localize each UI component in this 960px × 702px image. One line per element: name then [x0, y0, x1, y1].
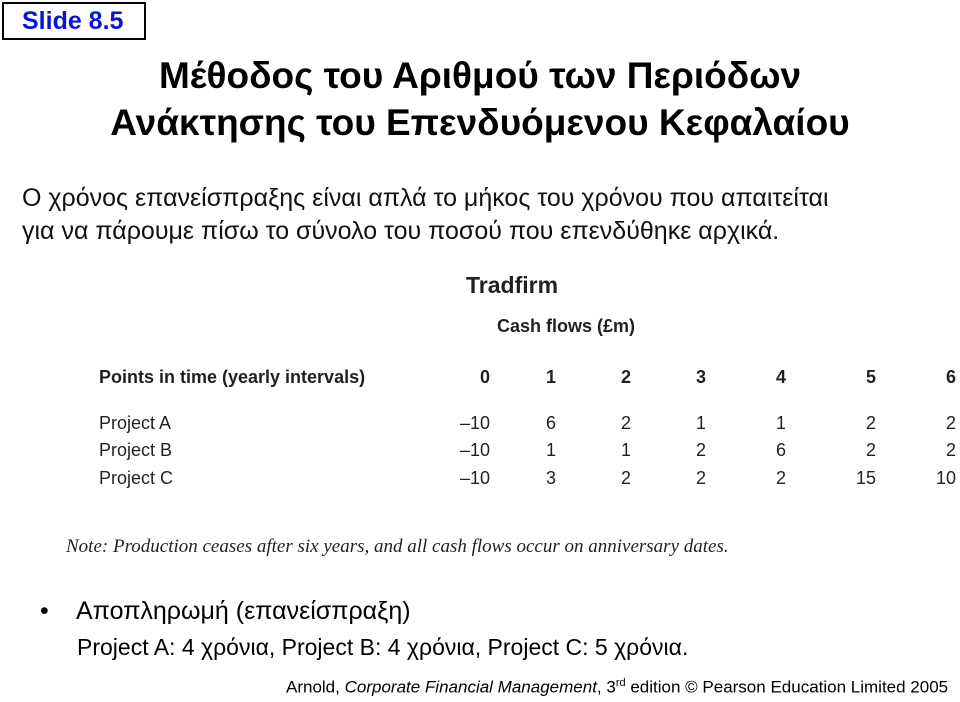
- header-col-2: 2: [620, 367, 631, 387]
- cell: 2: [945, 440, 956, 460]
- row-label: Project A: [99, 413, 172, 433]
- slide-title: [0, 52, 960, 146]
- cell: 2: [865, 413, 876, 433]
- cell: 2: [620, 413, 631, 433]
- header-label: Points in time (yearly intervals): [99, 367, 366, 387]
- bullet-item: [40, 595, 411, 627]
- header-col-5: 5: [865, 367, 876, 387]
- header-col-6: 6: [945, 367, 956, 387]
- header-col-4: 4: [775, 367, 786, 387]
- cell: 2: [775, 468, 786, 488]
- footer-edition-sup: rd: [615, 677, 626, 689]
- footer-book-title: Corporate Financial Management: [344, 677, 597, 697]
- citation-footer: [286, 677, 948, 698]
- table-row: [0, 437, 960, 463]
- header-col-3: 3: [695, 367, 706, 387]
- cell: –10: [459, 440, 490, 460]
- cell: 1: [775, 413, 786, 433]
- table-row: [0, 465, 960, 491]
- cell: 1: [545, 440, 556, 460]
- header-col-0: 0: [479, 367, 490, 387]
- table-subtitle: Cash flows (£m): [497, 316, 636, 336]
- cell: 2: [695, 440, 706, 460]
- cell: 6: [775, 440, 786, 460]
- table-header-row: [0, 364, 960, 390]
- cell: 2: [865, 440, 876, 460]
- intro-line-2: για να πάρουμε πίσω το σύνολο του ποσού που επενδύθηκε αρχικά.: [22, 217, 780, 245]
- cell: 2: [695, 468, 706, 488]
- intro-paragraph: [22, 182, 952, 248]
- header-col-1: 1: [545, 367, 556, 387]
- cell: –10: [459, 413, 490, 433]
- intro-line-1: Ο χρόνος επανείσπραξης είναι απλά το μήκος του χρόνου που απαιτείται: [22, 184, 829, 212]
- cell: 10: [935, 468, 956, 488]
- cell: 15: [855, 468, 876, 488]
- cell: 1: [620, 440, 631, 460]
- cell: 6: [545, 413, 556, 433]
- cell: 2: [945, 413, 956, 433]
- title-line-2: Ανάκτησης του Επενδυόμενου Κεφαλαίου: [110, 102, 850, 143]
- footer-edition-post: edition © Pearson Education Limited 2005: [625, 677, 949, 697]
- bullet-detail: Project A: 4 χρόνια, Project B: 4 χρόνια, Project C: 5 χρόνια.: [77, 634, 689, 660]
- cell: 1: [695, 413, 706, 433]
- row-label: Project C: [99, 468, 174, 488]
- cell: –10: [459, 468, 490, 488]
- slide-number-label: Slide 8.5: [2, 2, 146, 40]
- table-title: Tradfirm: [466, 272, 559, 298]
- cell: 3: [545, 468, 556, 488]
- footer-author: Arnold,: [286, 677, 340, 697]
- row-label: Project B: [99, 440, 173, 460]
- cell: 2: [620, 468, 631, 488]
- bullet-icon: •: [40, 597, 49, 625]
- footer-edition-pre: , 3: [596, 677, 616, 697]
- title-line-1: Μέθοδος του Αριθμού των Περιόδων: [158, 55, 802, 96]
- table-row: [0, 410, 960, 436]
- bullet-heading: Αποπληρωμή (επανείσπραξη): [76, 597, 411, 625]
- table-note: Note: Production ceases after six years, and all cash flows occur on anniversary dates.: [66, 536, 729, 557]
